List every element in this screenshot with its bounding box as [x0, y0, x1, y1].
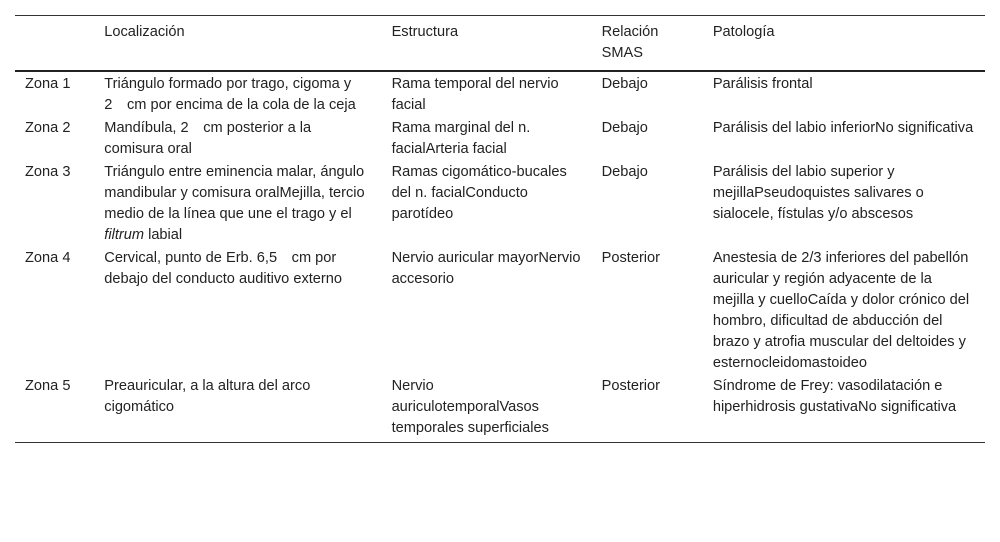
- zones-table: [15, 15, 985, 443]
- localizacion-text-b: labial: [144, 227, 183, 243]
- localizacion-text-a: Triángulo entre eminencia malar, ángulo mandibular y comisura oralMejilla, tercio medio de la línea que une el trago y el: [104, 164, 365, 222]
- cell-relacion: Debajo: [601, 164, 648, 180]
- cell-relacion: Debajo: [601, 76, 648, 92]
- table-body: [15, 71, 985, 443]
- cell-patologia: Síndrome de Frey: vasodilatación e hiperhidrosis gustativaNo significativa: [712, 378, 957, 415]
- header-estructura: Estructura: [391, 24, 459, 40]
- header-row: [15, 16, 985, 72]
- header-localizacion: Localización: [104, 24, 185, 40]
- cell-estructura: Rama temporal del nervio facial: [391, 76, 559, 113]
- table-row: [15, 117, 985, 161]
- cell-localizacion: Preauricular, a la altura del arco cigomático: [104, 378, 311, 415]
- cell-patologia: Parálisis del labio inferiorNo significativa: [712, 120, 974, 136]
- table-container: [15, 15, 985, 443]
- table-row: [15, 247, 985, 375]
- table-row: [15, 161, 985, 247]
- localizacion-italic: filtrum: [104, 227, 145, 243]
- table-header: [15, 16, 985, 72]
- cell-estructura: Ramas cigomático-bucales del n. facialConducto parotídeo: [391, 164, 567, 222]
- cell-localizacion: Mandíbula, 2 cm posterior a la comisura oral: [104, 120, 312, 157]
- header-zona: [15, 16, 94, 72]
- header-relacion-smas: Relación SMAS: [601, 24, 659, 61]
- cell-zona: Zona 5: [25, 378, 71, 394]
- cell-patologia: Parálisis frontal: [712, 76, 813, 92]
- table-row: [15, 71, 985, 117]
- cell-zona: Zona 3: [25, 164, 71, 180]
- cell-zona: Zona 4: [25, 250, 71, 266]
- cell-patologia: Parálisis del labio superior y mejillaPseudoquistes salivares o sialocele, fístulas y/o abscesos: [712, 164, 924, 222]
- cell-relacion: Posterior: [601, 378, 661, 394]
- cell-zona: Zona 1: [25, 76, 71, 92]
- cell-zona: Zona 2: [25, 120, 71, 136]
- cell-estructura: Nervio auricular mayorNervio accesorio: [391, 250, 581, 287]
- table-row: [15, 375, 985, 443]
- cell-relacion: Posterior: [601, 250, 661, 266]
- cell-estructura: Nervio auriculotemporalVasos temporales superficiales: [391, 378, 549, 436]
- cell-relacion: Debajo: [601, 120, 648, 136]
- header-patologia: Patología: [712, 24, 775, 40]
- cell-patologia: Anestesia de 2/3 inferiores del pabellón auricular y región adyacente de la mejilla y cuelloCaída y dolor crónico del hombro, dificultad de abducción del brazo y atrofia muscular del deltoides y esternocleidomastoideo: [712, 250, 970, 371]
- cell-localizacion: Triángulo formado por trago, cigoma y 2 cm por encima de la cola de la ceja: [104, 76, 356, 113]
- cell-localizacion: Cervical, punto de Erb. 6,5 cm por debajo del conducto auditivo externo: [104, 250, 343, 287]
- cell-estructura: Rama marginal del n. facialArteria facial: [391, 120, 531, 157]
- cell-localizacion: [94, 161, 381, 247]
